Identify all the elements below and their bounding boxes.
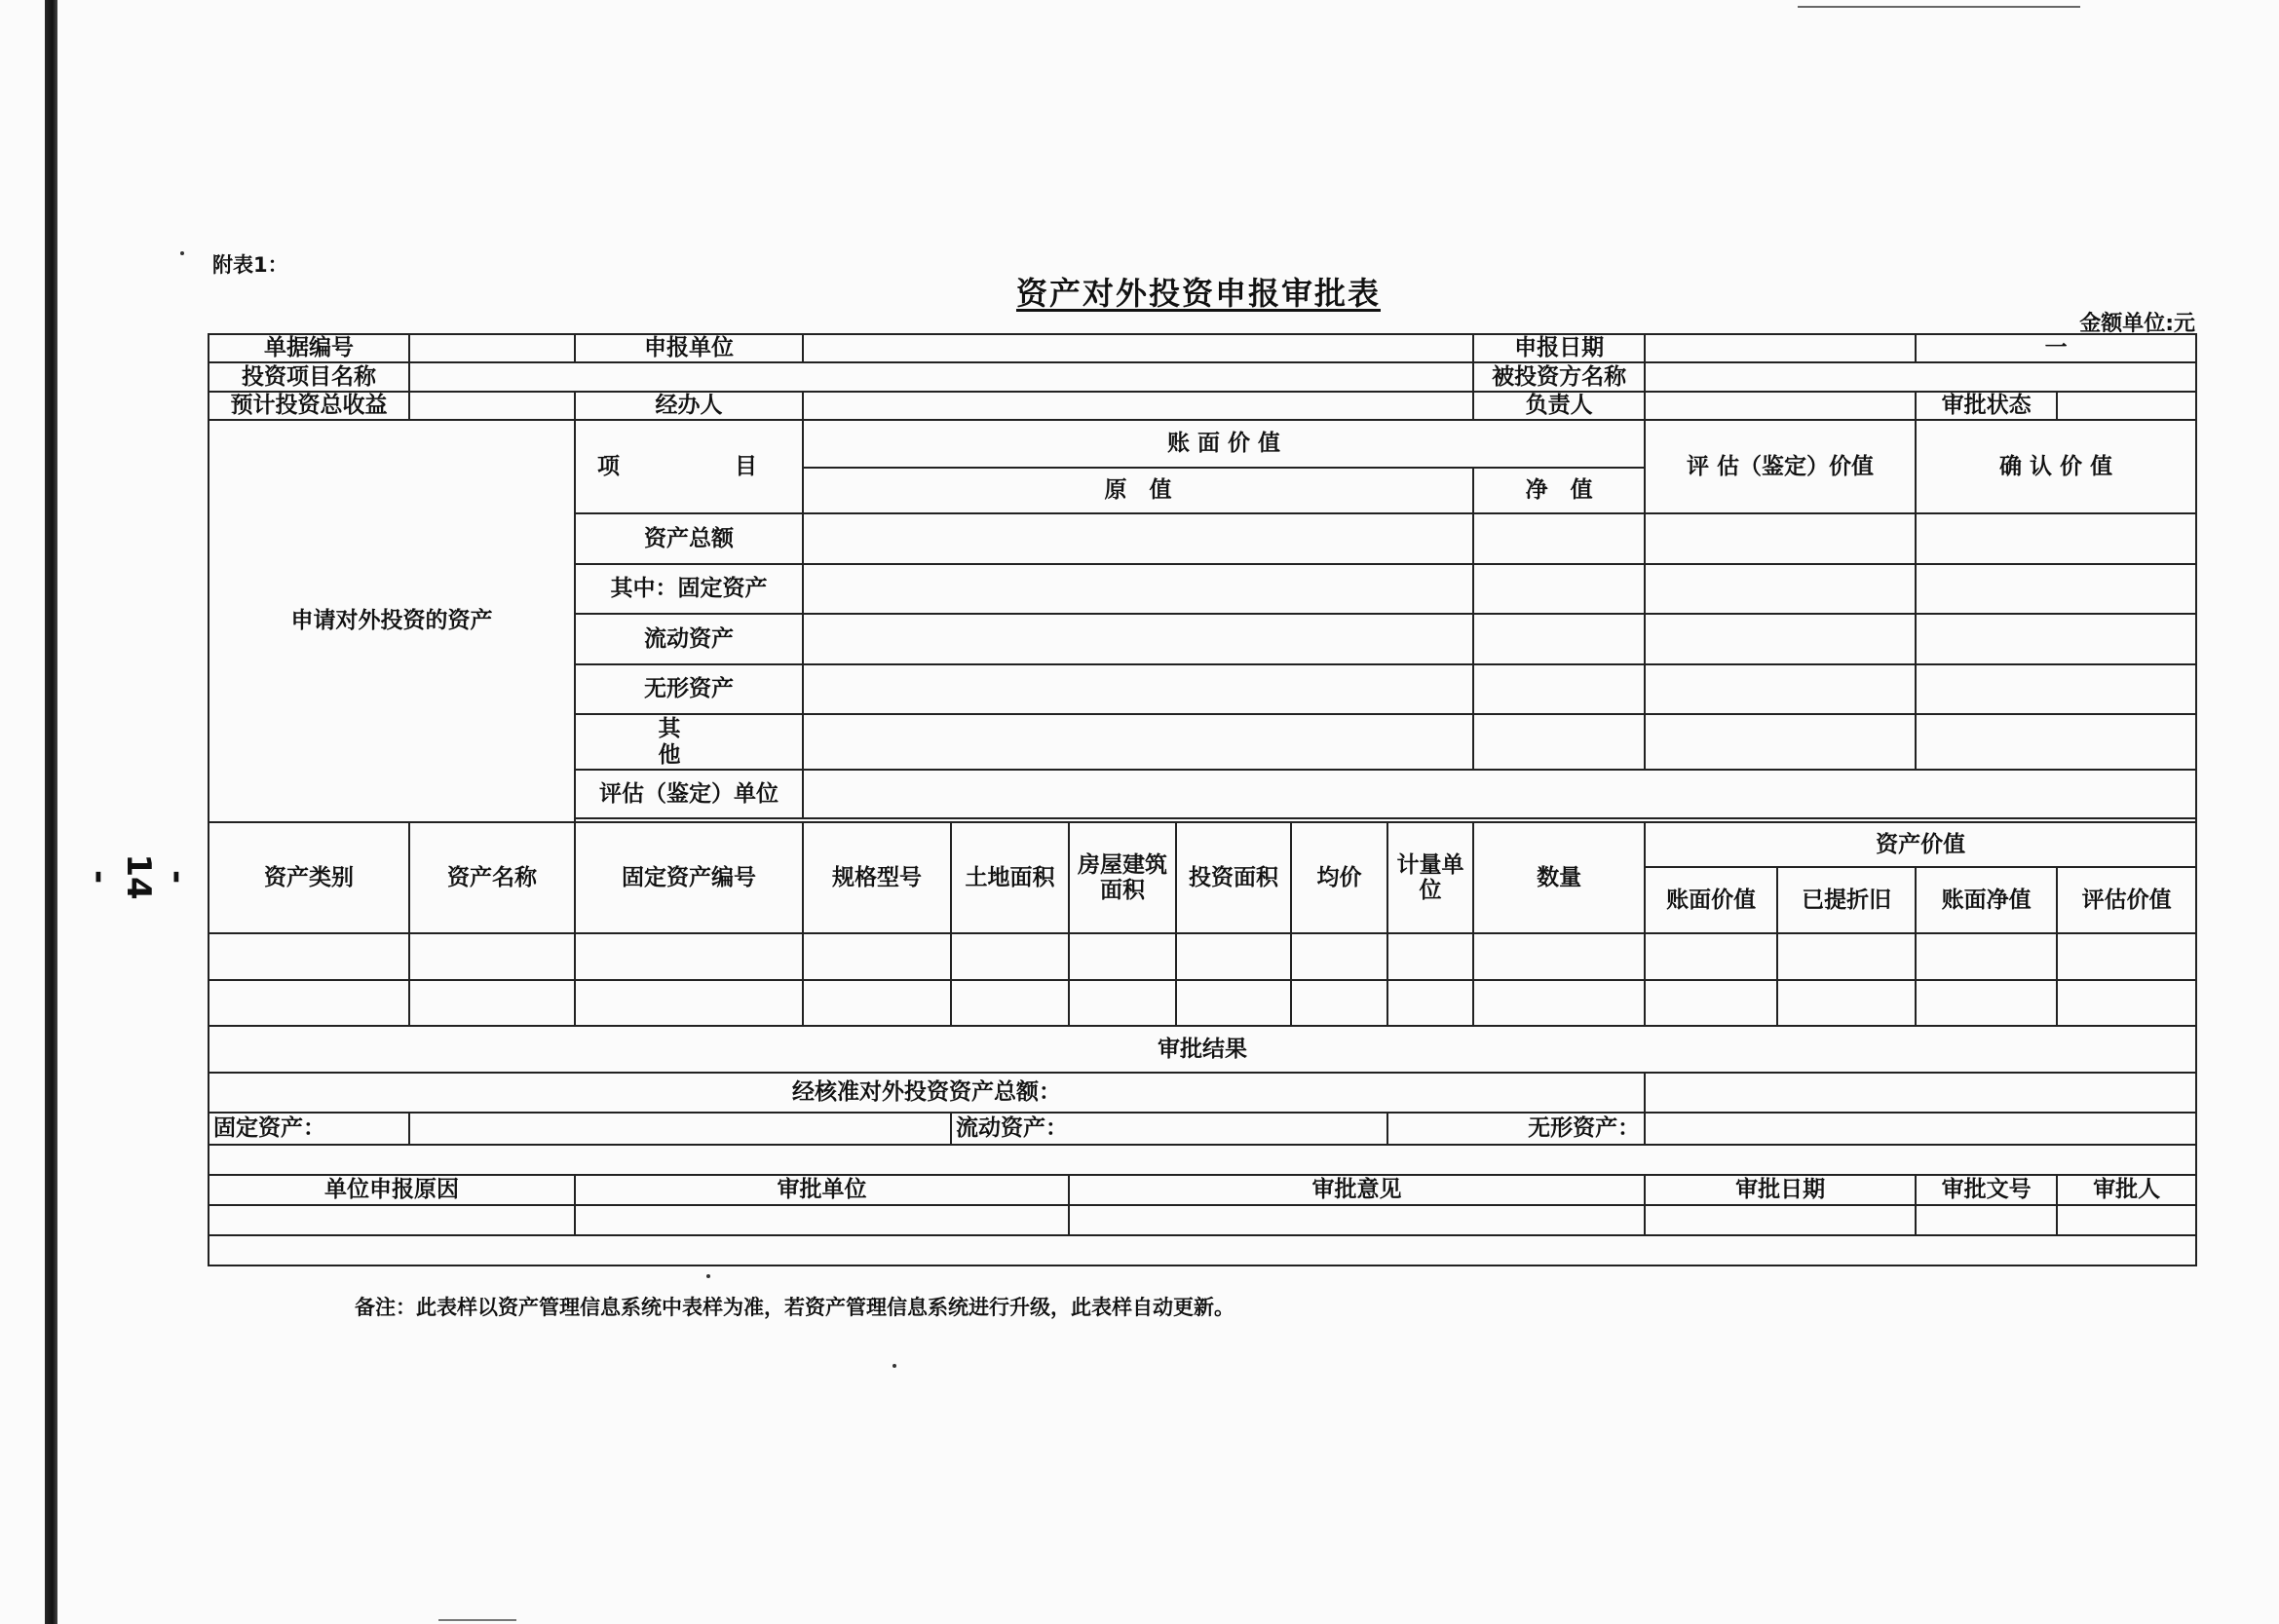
- investee-name-label: 被投资方名称: [1473, 362, 1645, 391]
- detail-cell[interactable]: [1176, 933, 1291, 979]
- blank-row: [209, 1235, 2196, 1265]
- page-number: - 14 -: [80, 853, 197, 900]
- handler-label: 经办人: [575, 392, 803, 420]
- person-in-charge-field[interactable]: [1645, 392, 1916, 420]
- report-date-field[interactable]: [1645, 334, 1916, 362]
- original-value-cell[interactable]: [803, 614, 1473, 664]
- detail-cell[interactable]: [1473, 933, 1645, 979]
- detail-cell[interactable]: [575, 980, 803, 1026]
- approval-opinion-field[interactable]: [1069, 1205, 1645, 1235]
- project-name-label: 投资项目名称: [209, 362, 409, 391]
- approval-status-field[interactable]: [2057, 392, 2196, 420]
- detail-cell[interactable]: [1176, 980, 1291, 1026]
- detail-col-header: 房屋建筑面积: [1069, 822, 1176, 934]
- value-col-header: 评估价值: [2057, 867, 2196, 933]
- scan-speck: [706, 1274, 710, 1278]
- assessed-value-header: 评 估（鉴定）价值: [1645, 420, 1916, 513]
- approval-doc-no-field[interactable]: [1916, 1205, 2057, 1235]
- assessment-unit-label: 评估（鉴定）单位: [575, 770, 803, 818]
- confirmed-value-cell[interactable]: [1916, 714, 2196, 770]
- net-value-cell[interactable]: [1473, 564, 1645, 615]
- detail-col-header: 土地面积: [951, 822, 1069, 934]
- approval-unit-header: 审批单位: [575, 1175, 1069, 1205]
- approved-total-label: 经核准对外投资资产总额：: [209, 1073, 1645, 1113]
- net-value-cell[interactable]: [1473, 513, 1645, 564]
- doc-no-field[interactable]: [409, 334, 575, 362]
- confirmed-value-cell[interactable]: [1916, 614, 2196, 664]
- intangible-assets-label: 无形资产：: [1387, 1113, 1645, 1145]
- detail-cell[interactable]: [409, 980, 575, 1026]
- detail-row: [209, 933, 2196, 979]
- detail-col-header: 规格型号: [803, 822, 951, 934]
- approval-doc-no-header: 审批文号: [1916, 1175, 2057, 1205]
- asset-row-label: 其中：固定资产: [575, 564, 803, 615]
- confirmed-value-cell[interactable]: [1916, 564, 2196, 615]
- approval-date-field[interactable]: [1645, 1205, 1916, 1235]
- detail-cell[interactable]: [209, 933, 409, 979]
- report-reason-header: 单位申报原因: [209, 1175, 575, 1205]
- net-value-cell[interactable]: [1473, 714, 1645, 770]
- asset-row-label: 资产总额: [575, 513, 803, 564]
- assessed-value-cell[interactable]: [1645, 714, 1916, 770]
- detail-cell[interactable]: [2057, 933, 2196, 979]
- current-assets-inline: [951, 1113, 1387, 1145]
- intangible-assets-field[interactable]: [1645, 1113, 2196, 1145]
- approved-total-field[interactable]: [1645, 1073, 2196, 1113]
- report-date-label: 申报日期: [1473, 334, 1645, 362]
- detail-cell[interactable]: [575, 933, 803, 979]
- detail-col-header: 均价: [1291, 822, 1387, 934]
- assessed-value-cell[interactable]: [1645, 614, 1916, 664]
- approval-date-header: 审批日期: [1645, 1175, 1916, 1205]
- detail-cell[interactable]: [1069, 980, 1176, 1026]
- detail-cell[interactable]: [1916, 933, 2057, 979]
- detail-cell[interactable]: [803, 933, 951, 979]
- approval-unit-field[interactable]: [575, 1205, 1069, 1235]
- scan-speck: [180, 251, 184, 255]
- asset-value-group-header: 资产价值: [1645, 822, 2196, 867]
- report-reason-field[interactable]: [209, 1205, 575, 1235]
- approval-form-table: [208, 333, 2197, 1266]
- original-value-cell[interactable]: [803, 513, 1473, 564]
- detail-cell[interactable]: [1916, 980, 2057, 1026]
- detail-col-header: 计量单位: [1387, 822, 1473, 934]
- detail-col-header: 固定资产编号: [575, 822, 803, 934]
- net-value-cell[interactable]: [1473, 664, 1645, 715]
- fixed-assets-field[interactable]: [409, 1113, 951, 1145]
- detail-col-header: 资产名称: [409, 822, 575, 934]
- person-in-charge-label: 负责人: [1473, 392, 1645, 420]
- detail-cell[interactable]: [1291, 933, 1387, 979]
- detail-cell[interactable]: [1777, 933, 1916, 979]
- original-value-cell[interactable]: [803, 564, 1473, 615]
- approver-header: 审批人: [2057, 1175, 2196, 1205]
- asset-row-label: 其 他: [575, 714, 803, 770]
- original-value-header: 原 值: [803, 468, 1473, 513]
- scan-top-line: [1798, 6, 2080, 8]
- doc-no-label: 单据编号: [209, 334, 409, 362]
- document-title-text: 资产对外投资申报审批表: [1015, 275, 1381, 312]
- original-value-cell[interactable]: [803, 714, 1473, 770]
- detail-col-header: 投资面积: [1176, 822, 1291, 934]
- approval-opinion-header: 审批意见: [1069, 1175, 1645, 1205]
- value-col-header: 账面净值: [1916, 867, 2057, 933]
- detail-cell[interactable]: [951, 980, 1069, 1026]
- assessed-value-cell[interactable]: [1645, 664, 1916, 715]
- detail-cell[interactable]: [1387, 980, 1473, 1026]
- detail-col-header: 数量: [1473, 822, 1645, 934]
- confirmed-value-cell[interactable]: [1916, 513, 2196, 564]
- net-value-cell[interactable]: [1473, 614, 1645, 664]
- assessed-value-cell[interactable]: [1645, 513, 1916, 564]
- approval-status-label: 审批状态: [1916, 392, 2057, 420]
- approval-result-heading: 审批结果: [209, 1026, 2196, 1072]
- detail-cell[interactable]: [951, 933, 1069, 979]
- confirmed-value-header: 确 认 价 值: [1916, 420, 2196, 513]
- document-title: [857, 269, 1539, 314]
- value-col-header: 已提折旧: [1777, 867, 1916, 933]
- asset-row-label: 流动资产: [575, 614, 803, 664]
- attachment-label: 附表1：: [212, 253, 288, 277]
- project-name-field[interactable]: [409, 362, 1473, 391]
- scan-edge-shadow: [45, 0, 57, 1624]
- detail-cell[interactable]: [209, 980, 409, 1026]
- fixed-assets-label: 固定资产：: [209, 1113, 409, 1145]
- detail-cell[interactable]: [803, 980, 951, 1026]
- assessment-unit-field[interactable]: [803, 770, 2196, 818]
- detail-cell[interactable]: [1291, 980, 1387, 1026]
- current-assets-label: 流动资产：: [956, 1115, 1068, 1142]
- amount-unit-label: 金额单位:元: [2079, 312, 2195, 336]
- detail-cell[interactable]: [1069, 933, 1176, 979]
- detail-cell[interactable]: [1387, 933, 1473, 979]
- blank-row: [209, 1145, 2196, 1175]
- scan-speck: [893, 1364, 896, 1368]
- detail-row: [209, 980, 2196, 1026]
- expected-income-label: 预计投资总收益: [209, 392, 409, 420]
- handler-field[interactable]: [803, 392, 1473, 420]
- value-col-header: 账面价值: [1645, 867, 1777, 933]
- net-value-header: 净 值: [1473, 468, 1645, 513]
- detail-cell[interactable]: [1473, 980, 1645, 1026]
- detail-cell[interactable]: [1645, 980, 1777, 1026]
- confirmed-value-cell[interactable]: [1916, 664, 2196, 715]
- original-value-cell[interactable]: [803, 664, 1473, 715]
- book-value-header: 账 面 价 值: [803, 420, 1645, 468]
- scan-bottom-mark: [438, 1619, 516, 1621]
- investee-name-field[interactable]: [1645, 362, 2196, 391]
- detail-cell[interactable]: [409, 933, 575, 979]
- detail-cell[interactable]: [1777, 980, 1916, 1026]
- report-unit-label: 申报单位: [575, 334, 803, 362]
- detail-cell[interactable]: [1645, 933, 1777, 979]
- footnote: 备注：此表样以资产管理信息系统中表样为准，若资产管理信息系统进行升级，此表样自动更新。: [355, 1296, 1234, 1319]
- assessed-value-cell[interactable]: [1645, 564, 1916, 615]
- item-header: 项 目: [575, 420, 803, 513]
- detail-col-header: 资产类别: [209, 822, 409, 934]
- approver-field[interactable]: [2057, 1205, 2196, 1235]
- report-date-dash: 一: [1916, 334, 2196, 362]
- assets-section-label: 申请对外投资的资产: [209, 420, 575, 822]
- asset-row-label: 无形资产: [575, 664, 803, 715]
- detail-cell[interactable]: [2057, 980, 2196, 1026]
- expected-income-field[interactable]: [409, 392, 575, 420]
- report-unit-field[interactable]: [803, 334, 1473, 362]
